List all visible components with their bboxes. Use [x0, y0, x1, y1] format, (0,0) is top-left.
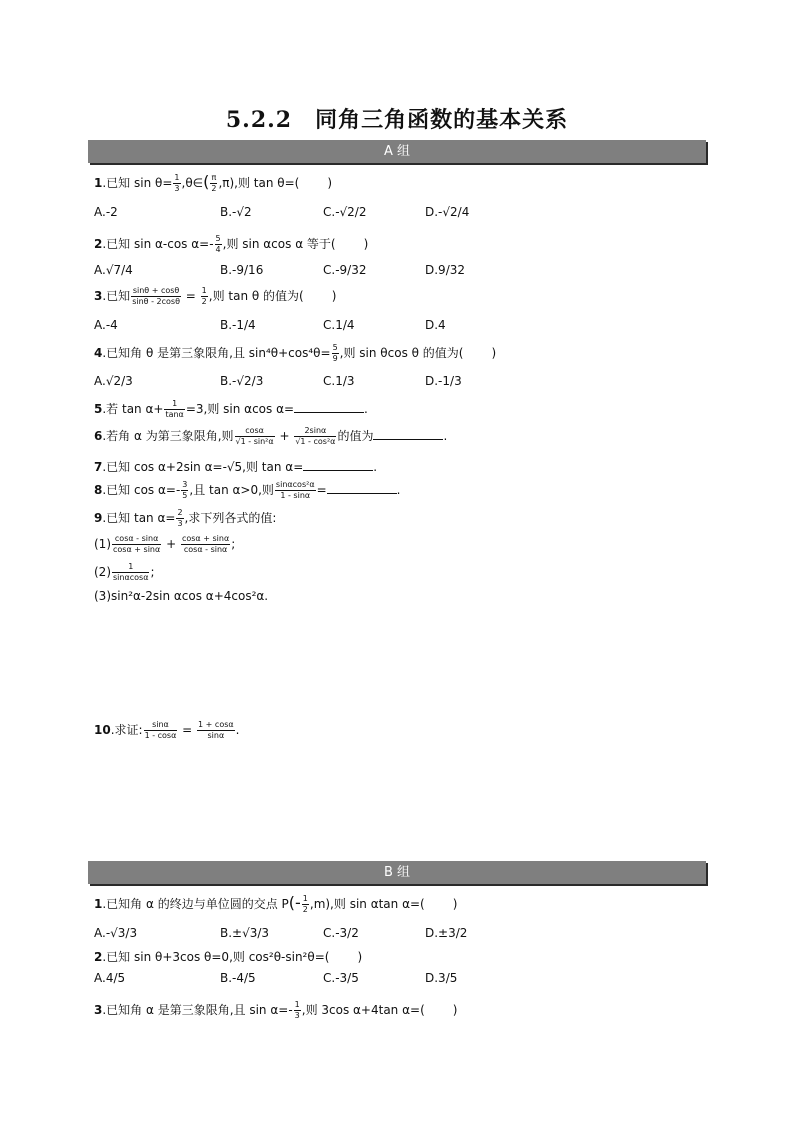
- option-a2-a: A.√7/4: [94, 263, 133, 277]
- answer-blank[interactable]: [327, 483, 397, 494]
- question-b1: 1.已知角 α 的终边与单位圆的交点 P(- $\frac{1}{2}$ ,m),则 sin αtan α=( ): [94, 893, 458, 914]
- page-title: 5.2.2 同角三角函数的基本关系: [225, 107, 569, 133]
- option-a3-c: C.1/4: [323, 318, 355, 332]
- option-a2-d: D.9/32: [425, 263, 466, 277]
- option-a1-b: B.-√2: [220, 205, 252, 219]
- option-a4-d: D.-1/3: [425, 374, 462, 388]
- group-a-header: A 组: [88, 140, 706, 163]
- question-a10: 10.求证: $\frac{\sin\alpha}{1 - \cos\alpha}$ = $\frac{1 + \cos\alpha}{\sin\alpha}$ .: [94, 720, 240, 740]
- option-b1-b: B.±√3/3: [220, 926, 270, 940]
- question-a2: 2.已知 sin α-cos α=- $\frac{5}{4}$ ,则 sin αcos α 等于( ): [94, 234, 369, 254]
- question-a9-part2: (2) $\frac{1}{\sin\alpha\cos\alpha}$ ;: [94, 562, 155, 582]
- option-a4-b: B.-√2/3: [220, 374, 264, 388]
- question-b2: 2.已知 sin θ+3cos θ=0,则 cos²θ-sin²θ=( ): [94, 950, 363, 964]
- option-b1-a: A.-√3/3: [94, 926, 138, 940]
- option-b2-c: C.-3/5: [323, 971, 359, 985]
- option-a4-a: A.√2/3: [94, 374, 133, 388]
- option-b1-c: C.-3/2: [323, 926, 359, 940]
- answer-blank[interactable]: [373, 429, 443, 440]
- option-a2-c: C.-9/32: [323, 263, 367, 277]
- question-a1: 1.已知 sin θ= $\frac{1}{3}$ ,θ∈( $\frac{\pi}{2}$ ,π),则 tan θ=( ): [94, 172, 333, 193]
- question-a7: 7.已知 cos α+2sin α=-√5,则 tan α= .: [94, 460, 378, 474]
- option-a1-c: C.-√2/2: [323, 205, 367, 219]
- option-b2-d: D.3/5: [425, 971, 458, 985]
- question-a9-part3: (3)sin²α-2sin αcos α+4cos²α.: [94, 589, 269, 603]
- option-b2-a: A.4/5: [94, 971, 126, 985]
- answer-blank[interactable]: [303, 460, 373, 471]
- option-a1-a: A.-2: [94, 205, 118, 219]
- question-a6: 6.若角 α 为第三象限角,则 $\frac{\cos\alpha}{\text{√1 - sin²α}}$ + $\frac{2\sin\alpha}{\text{√1 - cos²α}}$ 的值为 .: [94, 426, 448, 446]
- question-a5: 5.若 tan α+ $\frac{1}{\tan\alpha}$ =3,则 sin αcos α= .: [94, 399, 368, 419]
- question-b3: 3.已知角 α 是第三象限角,且 sin α=- $\frac{1}{3}$ ,则 3cos α+4tan α=( ): [94, 1000, 458, 1020]
- option-a3-b: B.-1/4: [220, 318, 256, 332]
- answer-blank[interactable]: [294, 402, 364, 413]
- option-b2-b: B.-4/5: [220, 971, 256, 985]
- question-a8: 8.已知 cos α=- $\frac{3}{5}$ ,且 tan α>0,则 $\frac{\text{sinαcos²α}}{1 - \sin\alpha}$ = .: [94, 480, 401, 500]
- option-a1-d: D.-√2/4: [425, 205, 470, 219]
- group-b-header: B 组: [88, 861, 706, 884]
- option-a3-d: D.4: [425, 318, 446, 332]
- question-a9-part1: (1) $\frac{\cos\alpha - \sin\alpha}{\cos\alpha + \sin\alpha}$ + $\frac{\cos\alpha + \sin\alpha}{\cos\alpha - \sin\alpha}$ ;: [94, 534, 236, 554]
- option-b1-d: D.±3/2: [425, 926, 468, 940]
- question-a9: 9.已知 tan α= $\frac{2}{3}$ ,求下列各式的值:: [94, 508, 277, 528]
- option-a2-b: B.-9/16: [220, 263, 264, 277]
- option-a3-a: A.-4: [94, 318, 118, 332]
- question-a3: 3.已知 $\frac{\sin\theta + \cos\theta}{\sin\theta - 2\cos\theta}$ = $\frac{1}{2}$ ,则 tan θ 的值为( ): [94, 286, 337, 306]
- option-a4-c: C.1/3: [323, 374, 355, 388]
- question-a4: 4.已知角 θ 是第三象限角,且 sin⁴θ+cos⁴θ= $\frac{5}{9}$ ,则 sin θcos θ 的值为( ): [94, 343, 497, 363]
